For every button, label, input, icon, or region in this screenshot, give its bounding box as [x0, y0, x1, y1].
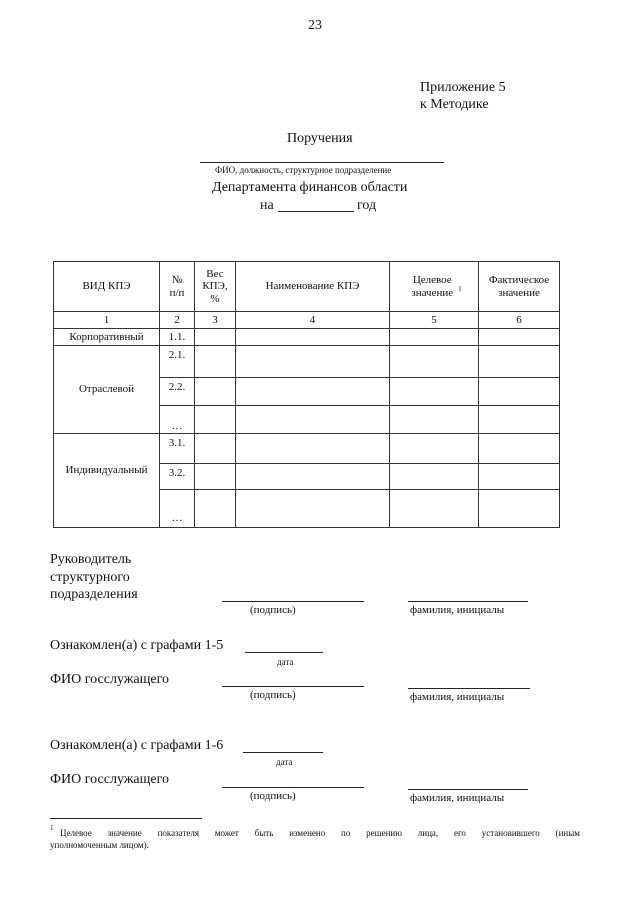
servant2-signature-caption: (подпись): [250, 790, 296, 802]
kpi-table: [53, 261, 560, 528]
header-name: Наименование КПЭ: [236, 262, 390, 312]
fio-caption: ФИО, должность, структурное подразделение: [215, 165, 392, 175]
row-number: …: [160, 406, 195, 434]
footnote-reference: 1: [458, 284, 462, 293]
cell-target: [390, 406, 479, 434]
servant2-signature-line: [222, 787, 364, 788]
document-title: Поручения: [287, 131, 353, 146]
cell-actual: [479, 464, 560, 490]
row-number: 1.1.: [160, 329, 195, 346]
row-number: 3.2.: [160, 464, 195, 490]
servant1-signature-caption: (подпись): [250, 689, 296, 701]
header-vid: ВИД КПЭ: [54, 262, 160, 312]
row-number: 3.1.: [160, 434, 195, 464]
department-name: Департамента финансов области: [212, 180, 408, 195]
cell-weight: [195, 464, 236, 490]
appendix-line-2: к Методике: [420, 97, 489, 112]
cell-actual: [479, 378, 560, 406]
col-number: 4: [236, 312, 390, 329]
servant1-name-caption: фамилия, инициалы: [410, 691, 505, 703]
cell-weight: [195, 434, 236, 464]
cell-actual: [479, 434, 560, 464]
head-label-line-1: Руководитель: [50, 552, 132, 567]
cell-target: [390, 378, 479, 406]
ack-1-6-label: Ознакомлен(а) с графами 1-6: [50, 738, 224, 753]
cell-name: [236, 378, 390, 406]
year-blank-line: [278, 211, 354, 212]
cell-weight: [195, 406, 236, 434]
cell-weight: [195, 346, 236, 378]
header-num-text: № п/п: [169, 273, 185, 299]
footnote-separator: [50, 818, 202, 819]
appendix-line-1: Приложение 5: [420, 80, 506, 95]
cell-target: [390, 346, 479, 378]
fio-line: [200, 162, 444, 163]
cell-name: [236, 434, 390, 464]
group-individual-text: Индивидуальный: [65, 464, 148, 477]
row-number: 2.1.: [160, 346, 195, 378]
cell-target: [390, 434, 479, 464]
col-number: 2: [160, 312, 195, 329]
head-name-caption: фамилия, инициалы: [410, 604, 505, 616]
cell-actual: [479, 346, 560, 378]
year-prefix: на: [260, 198, 274, 213]
group-sectoral: Отраслевой: [54, 346, 160, 434]
col-number: 1: [54, 312, 160, 329]
ack-1-5-date-caption: дата: [277, 657, 294, 667]
header-actual-text: Фактическое значение: [488, 273, 550, 299]
col-number: 6: [479, 312, 560, 329]
servant2-name-caption: фамилия, инициалы: [410, 792, 505, 804]
column-number-row: [54, 312, 560, 329]
page-number: 23: [308, 18, 322, 33]
cell-weight: [195, 329, 236, 346]
table-row: [54, 434, 560, 464]
table-row: [54, 329, 560, 346]
header-num: [160, 262, 195, 312]
col-number: 3: [195, 312, 236, 329]
cell-actual: [479, 490, 560, 528]
cell-target: [390, 464, 479, 490]
row-number: …: [160, 490, 195, 528]
cell-actual: [479, 406, 560, 434]
head-label-line-3: подразделения: [50, 587, 138, 602]
header-actual: [479, 262, 560, 312]
servant1-signature-line: [222, 686, 364, 687]
cell-actual: [479, 329, 560, 346]
cell-name: [236, 346, 390, 378]
year-suffix: год: [357, 198, 377, 213]
civil-servant-label-1: ФИО госслужащего: [50, 672, 170, 687]
cell-name: [236, 464, 390, 490]
ack-1-6-date-line: [243, 752, 323, 753]
head-signature-line: [222, 601, 364, 602]
table-header-row: [54, 262, 560, 312]
col-number: 5: [390, 312, 479, 329]
servant1-name-line: [408, 688, 530, 689]
servant2-name-line: [408, 789, 528, 790]
head-name-line: [408, 601, 528, 602]
table-row: [54, 346, 560, 378]
cell-target: [390, 329, 479, 346]
ack-1-5-date-line: [245, 652, 323, 653]
header-target: [390, 262, 479, 312]
cell-weight: [195, 378, 236, 406]
header-weight: [195, 262, 236, 312]
head-signature-caption: (подпись): [250, 604, 296, 616]
ack-1-5-label: Ознакомлен(а) с графами 1-5: [50, 638, 224, 653]
header-weight-text: Вес КПЭ, %: [202, 267, 228, 305]
head-label-line-2: структурного: [50, 570, 130, 585]
group-corporate: Корпоративный: [54, 329, 160, 346]
cell-target: [390, 490, 479, 528]
cell-name: [236, 329, 390, 346]
civil-servant-label-2: ФИО госслужащего: [50, 772, 170, 787]
header-target-text: Целевое значение: [411, 273, 454, 299]
cell-name: [236, 490, 390, 528]
footnote-text-line-2: уполномоченным лицом).: [50, 840, 149, 850]
ack-1-6-date-caption: дата: [276, 757, 293, 767]
footnote-text-line-1: Целевое значение показателя может быть изменено по решению лица, его установившего (иным: [60, 828, 580, 838]
cell-weight: [195, 490, 236, 528]
footnote-mark: 1: [50, 824, 54, 832]
group-individual: [54, 434, 160, 528]
row-number: 2.2.: [160, 378, 195, 406]
cell-name: [236, 406, 390, 434]
